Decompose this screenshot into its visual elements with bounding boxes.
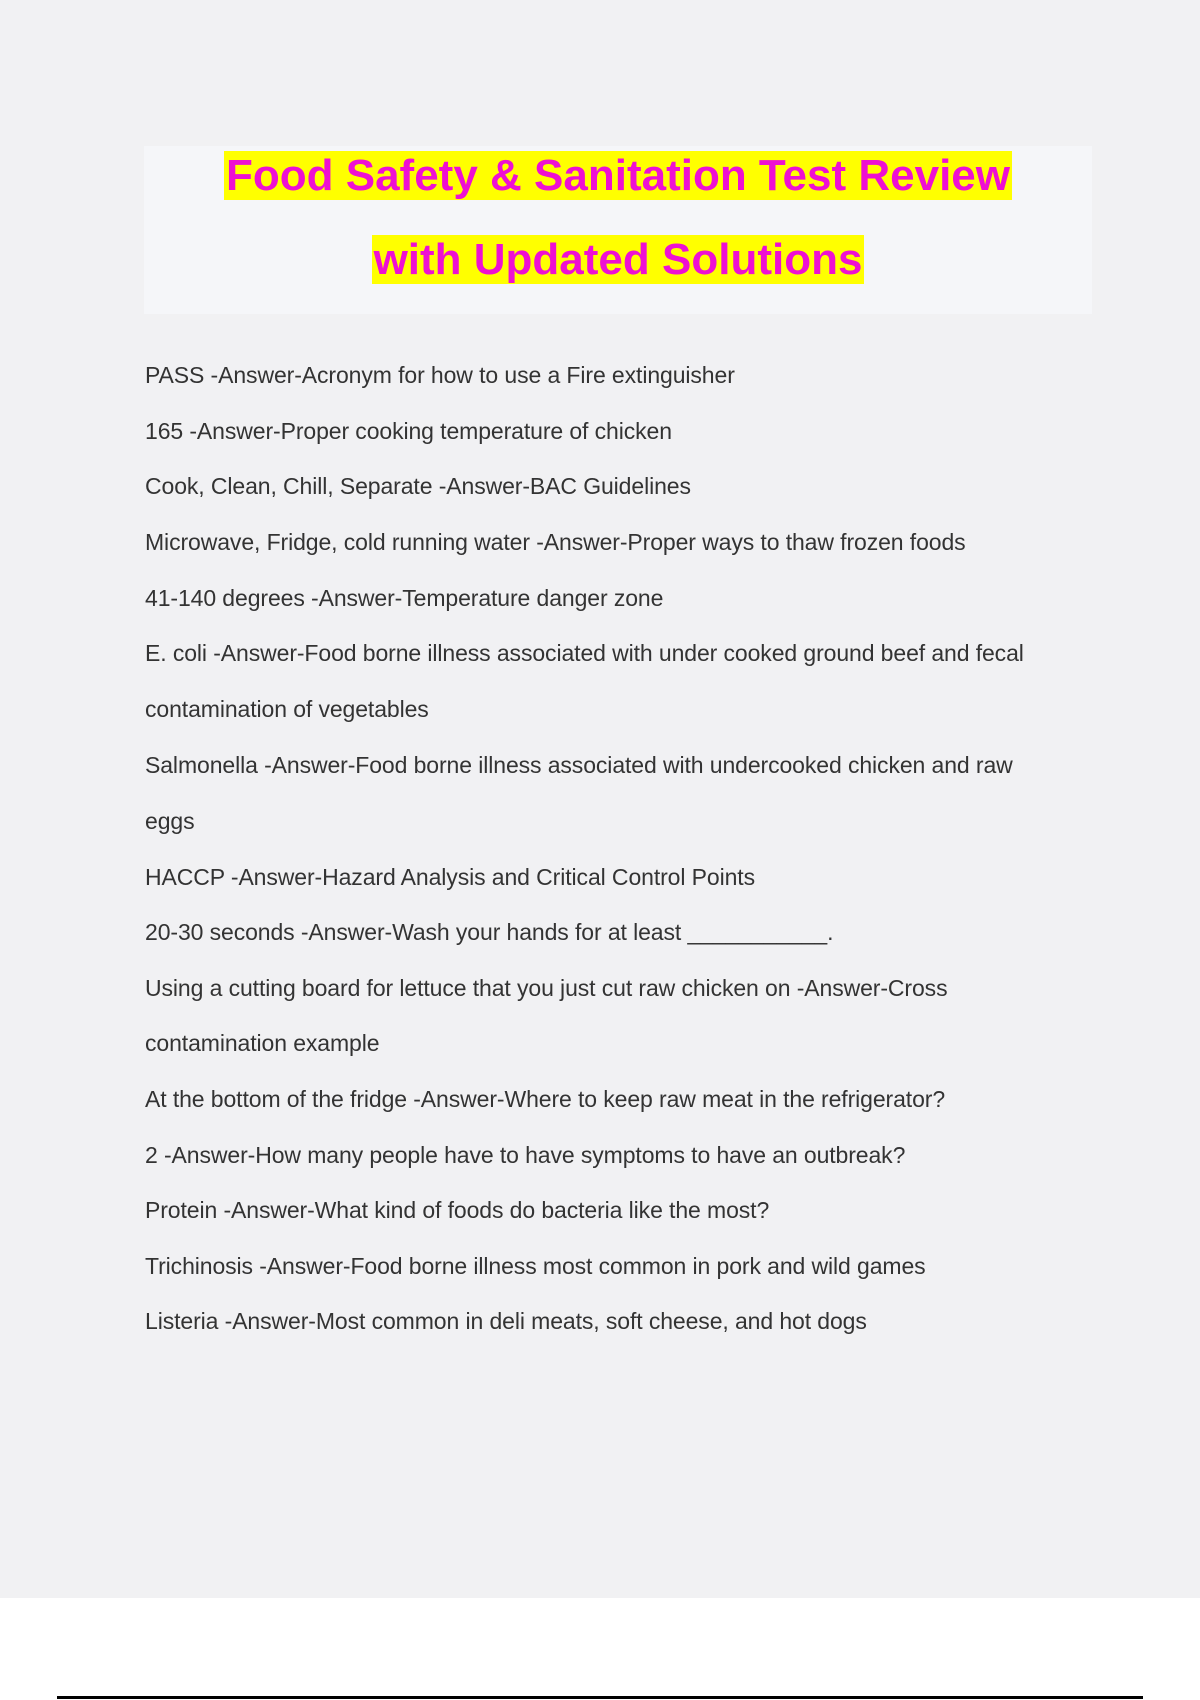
qa-line: Trichinosis -Answer-Food borne illness most common in pork and wild games xyxy=(145,1253,926,1279)
title-block xyxy=(144,146,1092,314)
title-line-1 xyxy=(144,148,1092,204)
qa-line: contamination of vegetables xyxy=(145,696,429,722)
qa-line: 20-30 seconds -Answer-Wash your hands for at least ___________. xyxy=(145,919,834,945)
qa-line: HACCP -Answer-Hazard Analysis and Critical Control Points xyxy=(145,864,755,890)
qa-line: Listeria -Answer-Most common in deli meats, soft cheese, and hot dogs xyxy=(145,1308,867,1334)
qa-line: eggs xyxy=(145,808,195,834)
qa-line: contamination example xyxy=(145,1030,380,1056)
qa-line: Protein -Answer-What kind of foods do bacteria like the most? xyxy=(145,1197,770,1223)
qa-line: E. coli -Answer-Food borne illness associated with under cooked ground beef and fecal xyxy=(145,640,1024,666)
qa-line: 41-140 degrees -Answer-Temperature danger zone xyxy=(145,585,664,611)
qa-line: Salmonella -Answer-Food borne illness associated with undercooked chicken and raw xyxy=(145,752,1013,778)
title-text-1: Food Safety & Sanitation Test Review xyxy=(226,151,1010,200)
page-divider xyxy=(57,1696,1143,1699)
qa-line: 165 -Answer-Proper cooking temperature of chicken xyxy=(145,418,672,444)
qa-line: At the bottom of the fridge -Answer-Where to keep raw meat in the refrigerator? xyxy=(145,1086,946,1112)
qa-line: Microwave, Fridge, cold running water -Answer-Proper ways to thaw frozen foods xyxy=(145,529,966,555)
title-line-2 xyxy=(144,232,1092,288)
qa-line: Cook, Clean, Chill, Separate -Answer-BAC Guidelines xyxy=(145,473,691,499)
qa-line: PASS -Answer-Acronym for how to use a Fire extinguisher xyxy=(145,362,735,388)
title-text-2: with Updated Solutions xyxy=(373,235,863,284)
qa-line: 2 -Answer-How many people have to have symptoms to have an outbreak? xyxy=(145,1142,906,1168)
qa-line: Using a cutting board for lettuce that you just cut raw chicken on -Answer-Cross xyxy=(145,975,948,1001)
